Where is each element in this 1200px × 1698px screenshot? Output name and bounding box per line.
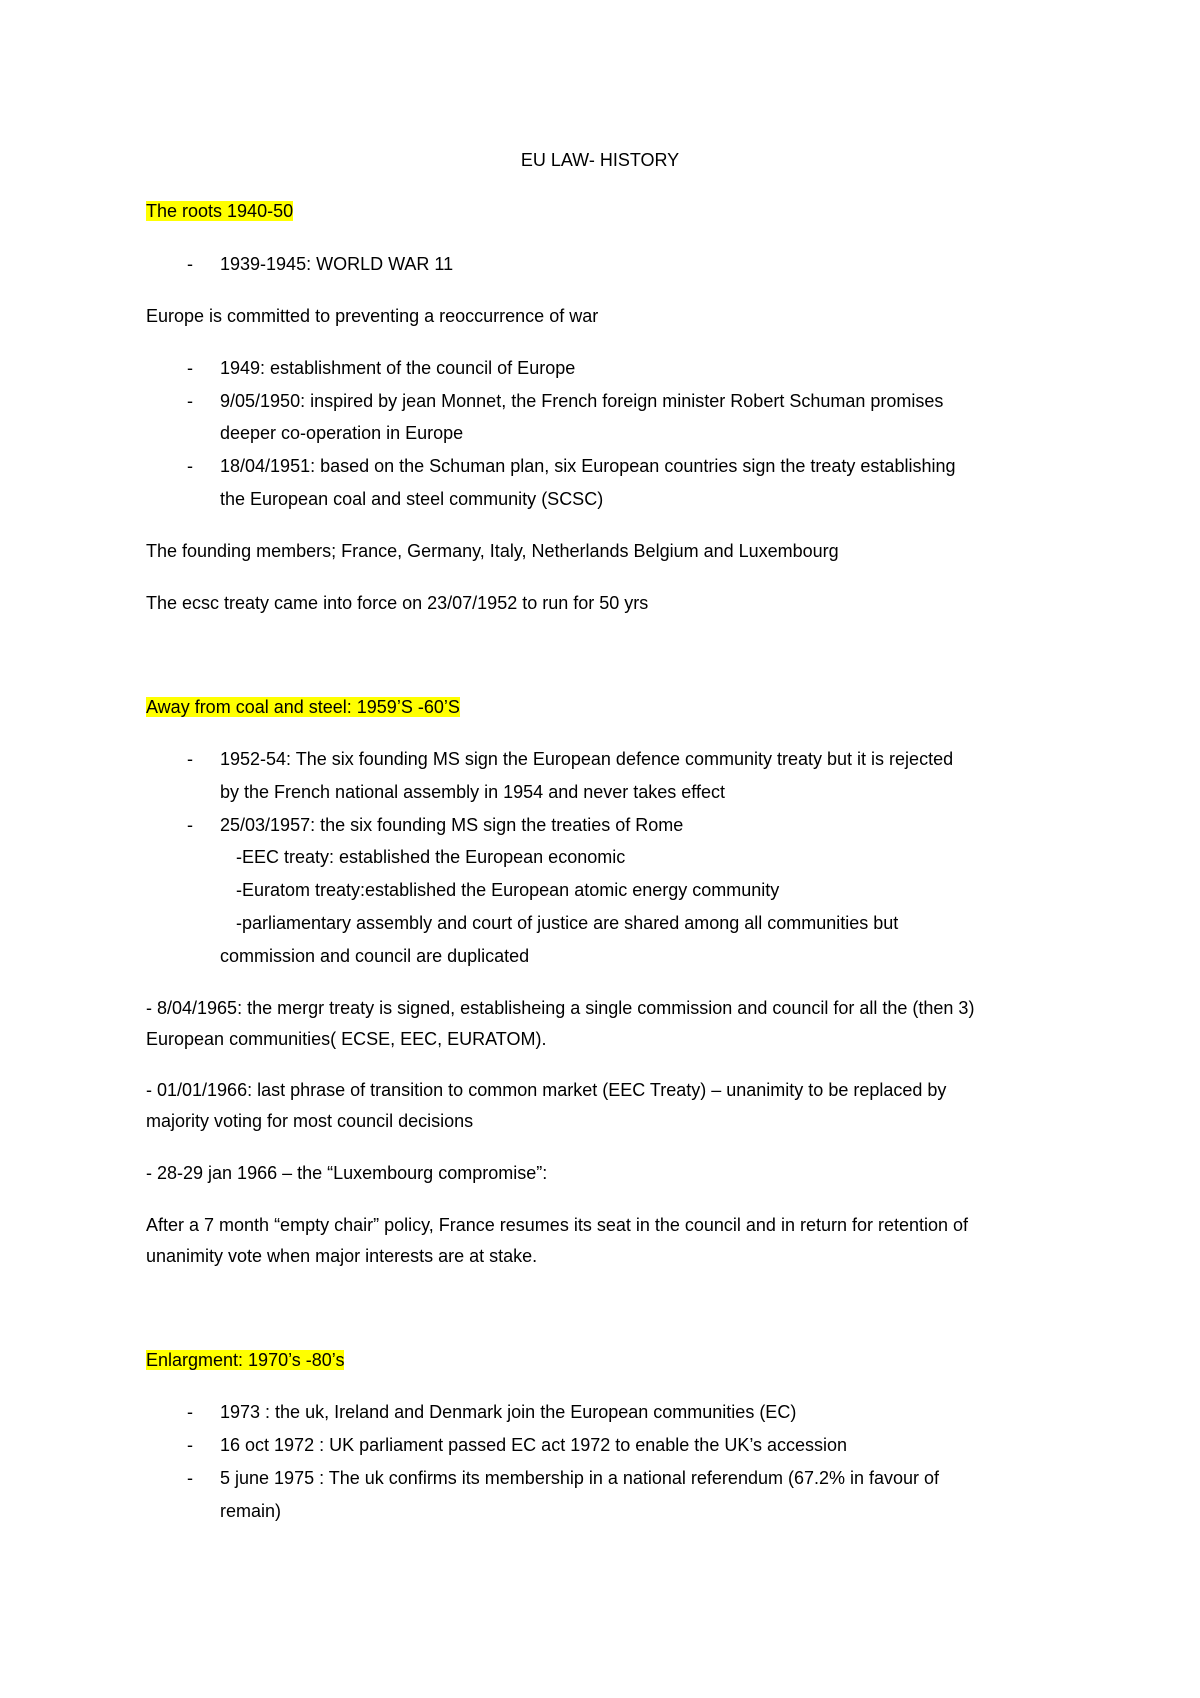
bullet-dash: - — [187, 1435, 193, 1455]
sub-item: -EEC treaty: established the European economic — [236, 847, 626, 867]
bullet-dash: - — [187, 358, 193, 378]
page-title: EU LAW- HISTORY — [520, 150, 680, 170]
list-item: 16 oct 1972 : UK parliament passed EC act 1972 to enable the UK’s accession — [220, 1435, 848, 1455]
list-item-continuation: remain) — [220, 1501, 282, 1521]
paragraph-continuation: majority voting for most council decisions — [146, 1111, 474, 1131]
paragraph: After a 7 month “empty chair” policy, France resumes its seat in the council and in return for retention of — [146, 1215, 969, 1235]
paragraph: - 01/01/1966: last phrase of transition to common market (EEC Treaty) – unanimity to be replaced by — [146, 1080, 947, 1100]
list-item-continuation: by the French national assembly in 1954 and never takes effect — [220, 782, 725, 802]
list-item: 1973 : the uk, Ireland and Denmark join the European communities (EC) — [220, 1402, 797, 1422]
bullet-dash: - — [187, 391, 193, 411]
paragraph: Europe is committed to preventing a reoccurrence of war — [146, 306, 599, 326]
list-item: 9/05/1950: inspired by jean Monnet, the French foreign minister Robert Schuman promises — [220, 391, 944, 411]
heading-highlight: Away from coal and steel: 1959’S -60’S — [146, 697, 460, 717]
section-heading-coal-steel — [146, 696, 460, 718]
list-item-continuation: the European coal and steel community (SCSC) — [220, 489, 604, 509]
bullet-dash: - — [187, 749, 193, 769]
paragraph: The ecsc treaty came into force on 23/07/1952 to run for 50 yrs — [146, 593, 649, 613]
paragraph: - 28-29 jan 1966 – the “Luxembourg compromise”: — [146, 1163, 548, 1183]
list-item: 25/03/1957: the six founding MS sign the treaties of Rome — [220, 815, 684, 835]
bullet-dash: - — [187, 815, 193, 835]
paragraph: The founding members; France, Germany, Italy, Netherlands Belgium and Luxembourg — [146, 541, 839, 561]
sub-item: -Euratom treaty:established the European atomic energy community — [236, 880, 780, 900]
list-item-continuation: commission and council are duplicated — [220, 946, 530, 966]
list-item: 18/04/1951: based on the Schuman plan, six European countries sign the treaty establishing — [220, 456, 956, 476]
list-item: 1952-54: The six founding MS sign the European defence community treaty but it is rejected — [220, 749, 954, 769]
section-heading-enlargment — [146, 1349, 344, 1371]
paragraph-continuation: European communities( ECSE, EEC, EURATOM). — [146, 1029, 547, 1049]
paragraph-continuation: unanimity vote when major interests are at stake. — [146, 1246, 538, 1266]
heading-highlight: Enlargment: 1970’s -80’s — [146, 1350, 345, 1370]
bullet-dash: - — [187, 1468, 193, 1488]
list-item: 1949: establishment of the council of Europe — [220, 358, 576, 378]
heading-highlight: The roots 1940-50 — [146, 201, 294, 221]
bullet-dash: - — [187, 254, 193, 274]
bullet-dash: - — [187, 1402, 193, 1422]
list-item-continuation: deeper co-operation in Europe — [220, 423, 464, 443]
bullet-dash: - — [187, 456, 193, 476]
list-item: 5 june 1975 : The uk confirms its membership in a national referendum (67.2% in favour of — [220, 1468, 940, 1488]
section-heading-roots — [146, 200, 293, 222]
list-item: 1939-1945: WORLD WAR 11 — [220, 254, 454, 274]
paragraph: - 8/04/1965: the mergr treaty is signed, establisheing a single commission and council for all the (then 3) — [146, 998, 975, 1018]
sub-item: -parliamentary assembly and court of justice are shared among all communities but — [236, 913, 899, 933]
